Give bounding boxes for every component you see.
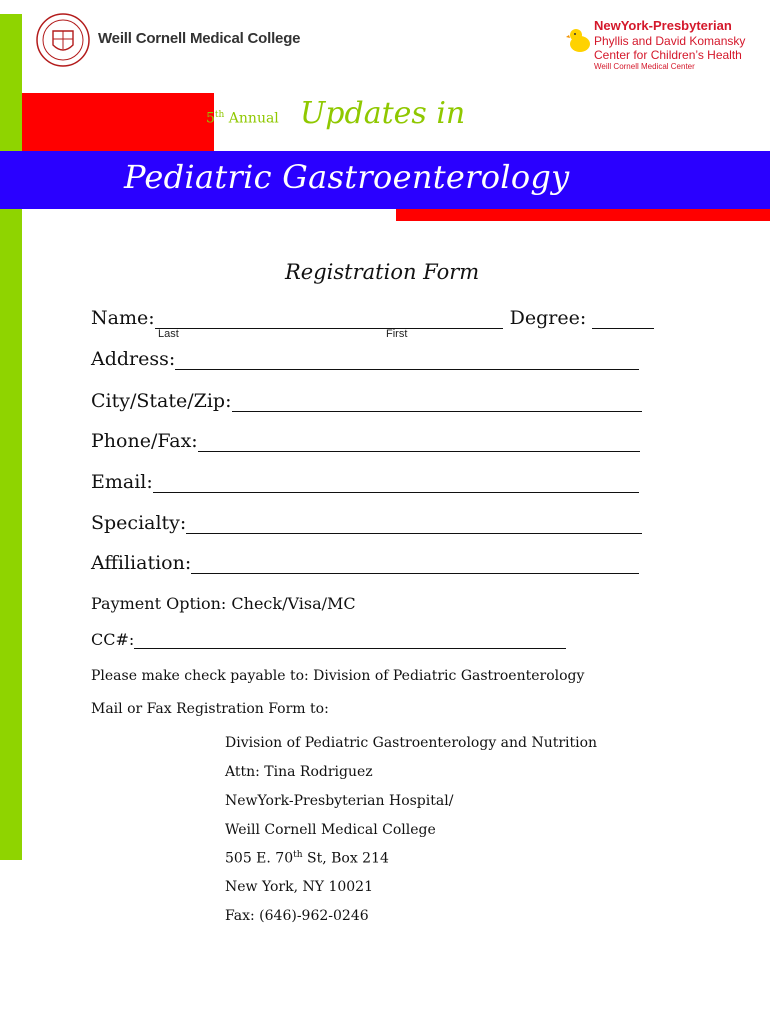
street-pre: 505 E. 70 bbox=[225, 850, 294, 867]
nyp-subtitle: Weill Cornell Medical Center bbox=[594, 62, 695, 71]
nyp-center bbox=[594, 34, 745, 62]
chick-logo-icon bbox=[566, 26, 592, 54]
name-line[interactable] bbox=[155, 310, 503, 329]
green-side-bar bbox=[0, 14, 22, 860]
edition-number: 5 bbox=[206, 110, 215, 127]
affiliation-label: Affiliation: bbox=[91, 552, 192, 574]
address-line[interactable] bbox=[175, 351, 639, 370]
registration-heading: Registration Form bbox=[285, 260, 480, 284]
address-line-7: Fax: (646)-962-0246 bbox=[225, 908, 369, 924]
affiliation-line[interactable] bbox=[191, 555, 639, 574]
cc-field bbox=[91, 630, 566, 649]
specialty-line[interactable] bbox=[186, 515, 642, 534]
address-line-1: Division of Pediatric Gastroenterology and Nutrition bbox=[225, 735, 598, 751]
college-name: Weill Cornell Medical College bbox=[98, 30, 301, 47]
name-label: Name: bbox=[91, 307, 155, 329]
street-post: St, Box 214 bbox=[302, 850, 389, 867]
edition-word: Annual bbox=[228, 110, 279, 127]
address-label: Address: bbox=[91, 348, 176, 370]
cc-line[interactable] bbox=[134, 633, 566, 649]
payment-option: Payment Option: Check/Visa/MC bbox=[91, 594, 356, 613]
address-line-4: Weill Cornell Medical College bbox=[225, 822, 436, 838]
email-label: Email: bbox=[91, 471, 153, 493]
phone-line[interactable] bbox=[198, 433, 640, 452]
first-sublabel: First bbox=[386, 328, 408, 340]
phone-field bbox=[91, 430, 640, 452]
cornell-seal-icon bbox=[36, 13, 90, 67]
nyp-name: NewYork-Presbyterian bbox=[594, 18, 732, 33]
phone-label: Phone/Fax: bbox=[91, 430, 198, 452]
nyp-center-line1: Phyllis and David Komansky bbox=[594, 34, 746, 48]
specialty-label: Specialty: bbox=[91, 512, 187, 534]
address-line-6: New York, NY 10021 bbox=[225, 879, 373, 895]
address-field bbox=[91, 348, 639, 370]
cc-label: CC#: bbox=[91, 630, 135, 649]
mail-to-note: Mail or Fax Registration Form to: bbox=[91, 701, 329, 717]
name-field bbox=[91, 307, 654, 329]
nyp-center-line2: Center for Children’s Health bbox=[594, 48, 742, 62]
last-sublabel: Last bbox=[158, 328, 179, 340]
degree-label: Degree: bbox=[509, 307, 587, 329]
red-accent-strip bbox=[396, 209, 770, 221]
email-line[interactable] bbox=[153, 474, 639, 493]
address-line-5 bbox=[225, 850, 389, 867]
city-line[interactable] bbox=[232, 393, 642, 412]
red-accent-block bbox=[22, 93, 214, 151]
updates-title: Updates in bbox=[300, 96, 466, 131]
specialty-field bbox=[91, 512, 642, 534]
main-title: Pediatric Gastroenterology bbox=[124, 158, 570, 196]
edition-suffix: th bbox=[214, 110, 225, 120]
email-field bbox=[91, 471, 639, 493]
city-field bbox=[91, 390, 642, 412]
edition-label bbox=[206, 110, 279, 127]
address-line-2: Attn: Tina Rodriguez bbox=[225, 764, 373, 780]
street-sup: th bbox=[293, 850, 303, 860]
affiliation-field bbox=[91, 552, 639, 574]
city-label: City/State/Zip: bbox=[91, 390, 232, 412]
address-line-3: NewYork-Presbyterian Hospital/ bbox=[225, 793, 454, 809]
check-payable-note: Please make check payable to: Division of Pediatric Gastroenterology bbox=[91, 668, 585, 684]
degree-line[interactable] bbox=[592, 310, 654, 329]
